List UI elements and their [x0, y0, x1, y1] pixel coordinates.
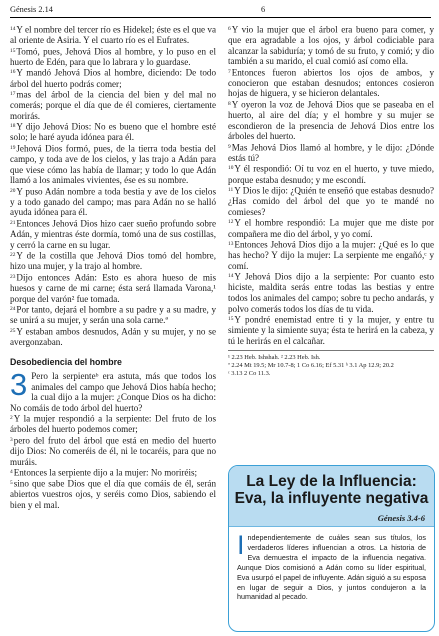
verse-text: Y la mujer respondió a la serpiente: Del fruto de los árboles del huerto podemos comer;: [10, 413, 216, 435]
verse-text: Dijo entonces Adán: Esto es ahora hueso de mis huesos y carne de mi carne; ésta será llamada Varona,¹ porque del varón² fue tomada.: [10, 272, 216, 304]
verse-text: pero del fruto del árbol que está en medio del huerto dijo Dios: No comeréis de él, ni le tocaréis, para que no muráis.: [10, 435, 216, 467]
verse-text: Pero la serpienteᵇ era astuta, más que todos los animales del campo que Jehová Dios había hecho; la cual dijo a la mujer: ¿Conque Dios os ha dicho: No comáis de todo árbol del huerto?: [10, 371, 216, 413]
verse-text: Entonces Jehová Dios hizo caer sueño profundo sobre Adán, y mientras éste dormía, tomó una de sus costillas, y cerró la carne en su lugar.: [10, 218, 216, 250]
verse: [228, 24, 434, 67]
section-heading: Desobediencia del hombre: [10, 356, 122, 367]
verse: [228, 67, 434, 99]
verse-number: 8: [228, 101, 231, 108]
verse: [10, 186, 216, 218]
verse-number: 7: [228, 68, 231, 75]
verse-number: 24: [10, 306, 16, 313]
verse-text: Entonces la serpiente dijo a la mujer: No moriréis;: [13, 467, 198, 478]
verse-number: 11: [228, 187, 234, 194]
verse-text: sino que sabe Dios que el día que comáis de él, serán abiertos vuestros ojos, y seréis como Dios, sabiendo el bien y el mal.: [10, 478, 216, 511]
verse-text: Y él respondió: Oí tu voz en el huerto, y tuve miedo, porque estaba desnudo; y me escondí.: [228, 164, 434, 185]
verse-text: Y Jehová Dios dijo a la serpiente: Por cuanto esto hiciste, maldita serás entre todas las bestias y entre todos los animales del campo; sobre tu pecho andarás, y polvo comerás todos los días de tu vida.: [228, 271, 434, 314]
verse-text: Y mandó Jehová Dios al hombre, diciendo: De todo árbol del huerto podrás comer;: [10, 67, 216, 89]
verse: [228, 314, 434, 346]
left-column: [10, 24, 216, 511]
verse-number: 3: [10, 436, 13, 443]
footnote: ª 2.24 Mt 19.5; Mr 10.7-8; 1 Co 6.16; Ef 5.31 ᵇ 3.1 Ap 12.9; 20.2: [228, 362, 394, 370]
verse: [10, 143, 216, 186]
book-reference: Génesis 2.14: [10, 5, 53, 14]
verse-text: Tomó, pues, Jehová Dios al hombre, y lo puso en el huerto de Edén, para que lo labrara y lo guardase.: [10, 46, 216, 67]
footnote: ¹ 2.23 Heb. Ishshah. ² 2.23 Heb. Ish.: [228, 354, 321, 362]
verse-number: 17: [10, 91, 16, 98]
verse: [10, 250, 216, 272]
verse: [10, 326, 216, 348]
chapter-number: 3: [10, 367, 28, 403]
verse-number: 18: [10, 123, 16, 130]
verse-number: 19: [10, 144, 16, 151]
chapter-3-verses: [10, 367, 216, 511]
verse-text: Y oyeron la voz de Jehová Dios que se paseaba en el huerto, al aire del día; y el hombre y su mujer se escondieron de la presencia de Jehová Dios entre los árboles del huerto.: [228, 99, 434, 142]
verse-text: Y el hombre respondió: La mujer que me diste por compañera me dio del árbol, y yo comí.: [228, 218, 434, 239]
sidebar-box-reference: Génesis 3.4-6: [377, 513, 425, 523]
verse: [228, 142, 434, 164]
verse-number: 15: [10, 47, 16, 54]
verse: [10, 272, 216, 304]
verse: [10, 467, 216, 478]
verse-text: Y estaban ambos desnudos, Adán y su mujer, y no se avergonzaban.: [10, 326, 216, 347]
footnotes: [228, 350, 434, 378]
verse-text: Y Dios le dijo: ¿Quién te enseñó que estabas desnudo? ¿Has comido del árbol del que yo te mandé no comieses?: [228, 185, 434, 217]
verse-text: Y pondré enemistad entre ti y la mujer, y entre tu simiente y la simiente suya; ésta te herirá en la cabeza, y tú le herirás en el calcañar.: [228, 314, 434, 346]
verse-text: Y dijo Jehová Dios: No es bueno que el hombre esté solo; le haré ayuda idónea para él.: [10, 121, 216, 143]
verse: [228, 239, 434, 271]
sidebar-box-header: [229, 466, 434, 527]
verse-number: 20: [10, 187, 16, 194]
verse: [10, 304, 216, 326]
verse: [10, 67, 216, 89]
verse-number: 14: [10, 26, 16, 32]
verse: [228, 163, 434, 185]
verse-number: 14: [228, 273, 234, 280]
running-header: [10, 5, 431, 18]
verse-number: 25: [10, 327, 16, 334]
verse-number: 10: [228, 165, 234, 172]
verse-text: Y vio la mujer que el árbol era bueno para comer, y que era agradable a los ojos, y árbol codiciable para alcanzar la sabiduría; y tomó de su fruto, y comió; y dio también a su marido, el cual comió así como ella.: [228, 24, 434, 67]
verse: [228, 217, 434, 239]
page-number: 6: [261, 5, 266, 14]
verse-number: 12: [228, 219, 234, 226]
verse-number: 13: [228, 241, 234, 248]
verse-number: 16: [10, 69, 16, 76]
verse-number: 6: [228, 26, 231, 32]
verse-text: Jehová Dios formó, pues, de la tierra toda bestia del campo, y toda ave de los cielos, y las trajo a Adán para que viese cómo las había de llamar; y todo lo que Adán llamó a los animales vivientes, ése es su nombre.: [10, 143, 216, 186]
verse-text: Entonces fueron abiertos los ojos de ambos, y conocieron que estaban desnudos; entonces cosieron hojas de higuera, y se hicieron delantales.: [228, 67, 434, 99]
verse-text: Entonces Jehová Dios dijo a la mujer: ¿Qué es lo que has hecho? Y dijo la mujer: La serpiente me engañó,ᶜ y comí.: [228, 239, 434, 271]
verse: [10, 367, 216, 413]
verse-number: 22: [10, 252, 16, 259]
verse-text: mas del árbol de la ciencia del bien y del mal no comerás; porque el día que de él comieres, ciertamente morirás.: [10, 89, 216, 121]
verse-number: 2: [10, 415, 13, 422]
right-verses: [228, 24, 434, 346]
verse: [10, 413, 216, 435]
verse: [10, 218, 216, 250]
sidebar-box: [228, 465, 435, 632]
verse-number: 5: [10, 480, 13, 487]
verse-number: 21: [10, 220, 16, 226]
verse: [228, 271, 434, 314]
verse-text: Y puso Adán nombre a toda bestia y ave de los cielos y a todo ganado del campo; mas para Adán no se halló ayuda idónea para él.: [10, 186, 216, 218]
verse-number: 4: [10, 469, 13, 476]
verse: [10, 46, 216, 68]
verse: [10, 435, 216, 467]
verse: [10, 24, 216, 46]
verse-number: 15: [228, 316, 234, 323]
verse-number: 9: [228, 143, 231, 150]
verse-text: Y el nombre del tercer río es Hidekel; éste es el que va al oriente de Asiria. Y el cuarto río es el Eufrates.: [10, 24, 216, 46]
right-column: [228, 24, 434, 378]
dropcap-letter: I: [237, 530, 245, 560]
sidebar-box-text: ndependientemente de cuáles sean sus títulos, los verdaderos líderes influencian a otros. La historia de Eva demuestra el impacto de la influencia negativa. Aunque Dios comisionó a Adán como su líder espiritual, Eva usurpó el papel de influyente. Adán siguió a su esposa en lugar de seguir a Dios, y juntos condujeron a la humanidad al pecado.: [237, 533, 426, 602]
verse: [10, 121, 216, 143]
sidebar-box-body: [229, 527, 434, 602]
left-verses: [10, 24, 216, 348]
verse-text: Y de la costilla que Jehová Dios tomó del hombre, hizo una mujer, y la trajo al hombre.: [10, 250, 216, 272]
verse-text: Mas Jehová Dios llamó al hombre, y le dijo: ¿Dónde estás tú?: [228, 142, 434, 163]
verse: [228, 99, 434, 142]
verse-number: 23: [10, 273, 16, 280]
verse-text: Por tanto, dejará el hombre a su padre y a su madre, y se unirá a su mujer, y serán una sola carne.ª: [10, 304, 216, 326]
verse: [10, 89, 216, 121]
verse: [10, 478, 216, 510]
verse: [228, 185, 434, 217]
footnote: ᶜ 3.13 2 Co 11.3.: [228, 370, 271, 378]
sidebar-box-title: La Ley de la Influencia: Eva, la influyente negativa: [234, 473, 429, 507]
